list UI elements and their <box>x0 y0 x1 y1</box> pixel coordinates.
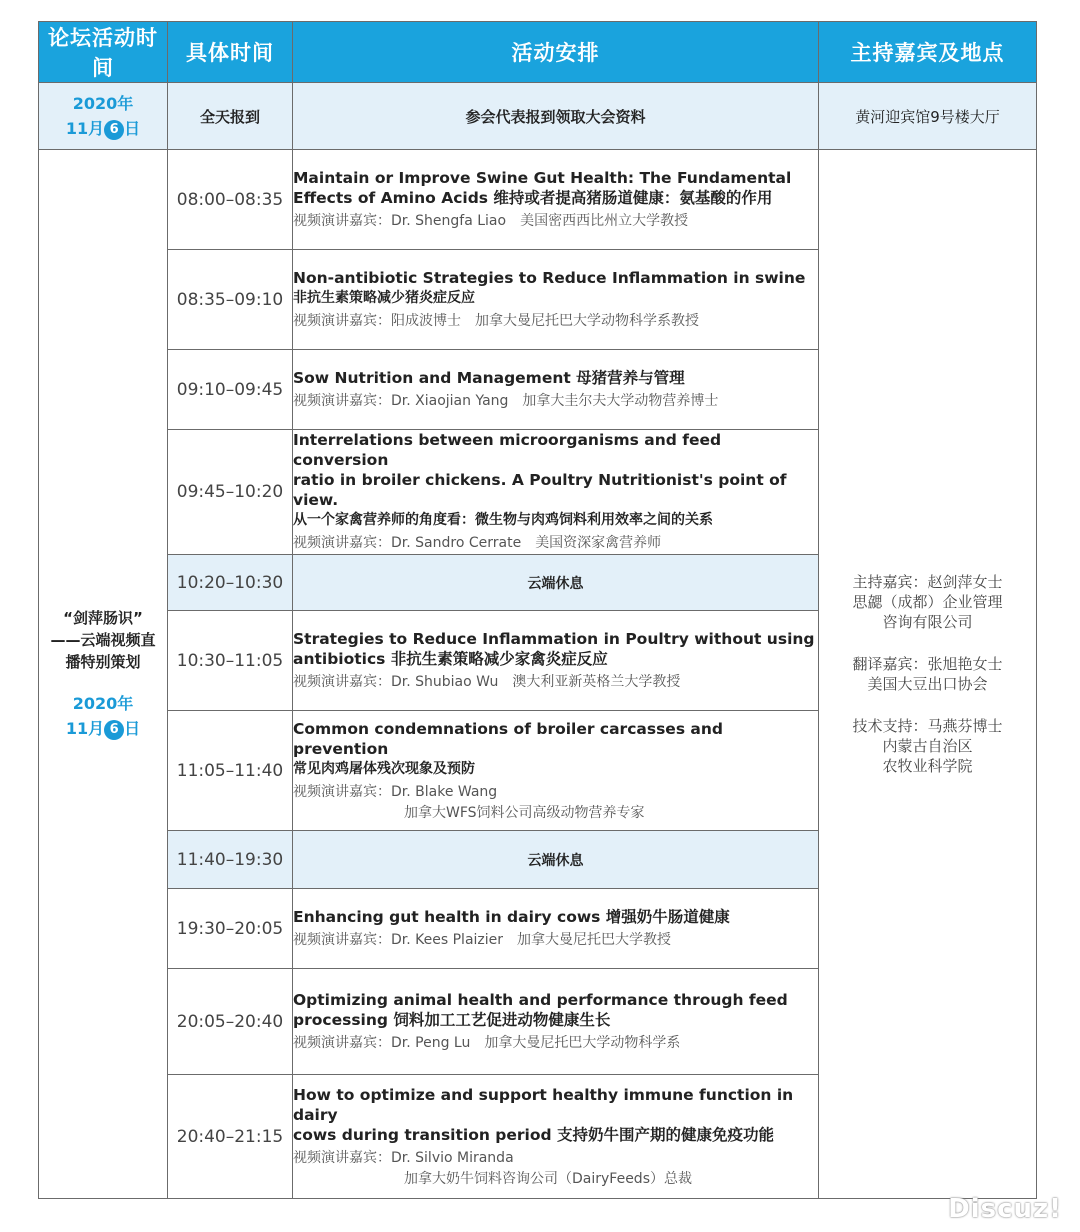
forum-date-day: 6 <box>104 720 124 740</box>
speaker-affiliation: 加拿大曼尼托巴大学教授 <box>517 931 672 948</box>
session-time: 09:10–09:45 <box>168 350 293 430</box>
speaker-affiliation: 美国资深家禽营养师 <box>535 535 662 551</box>
host-line7: 内蒙古自治区 <box>882 737 973 755</box>
speaker-label: 视频演讲嘉宾： <box>293 392 391 409</box>
session-speaker <box>293 1148 818 1169</box>
registration-activity: 参会代表报到领取大会资料 <box>293 83 819 150</box>
host-line1: 主持嘉宾：赵剑萍女士 <box>852 573 1003 591</box>
speaker-affiliation: 澳大利亚新英格兰大学教授 <box>512 673 681 690</box>
break-label: 云端休息 <box>293 555 819 611</box>
speaker-name: Dr. Shengfa Liao <box>391 212 507 229</box>
session-time: 10:30–11:05 <box>168 611 293 711</box>
session-time: 08:00–08:35 <box>168 150 293 250</box>
registration-row <box>39 83 1037 150</box>
speaker-label: 视频演讲嘉宾： <box>293 783 391 800</box>
session-activity <box>293 611 819 711</box>
schedule-table <box>38 21 1037 1199</box>
session-time: 08:35–09:10 <box>168 250 293 350</box>
forum-date-month: 11月 <box>65 719 105 738</box>
speaker-affiliation: 加拿大曼尼托巴大学动物科学系教授 <box>475 312 699 329</box>
speaker-name: Dr. Peng Lu <box>391 1034 471 1051</box>
session-title-line1: Strategies to Reduce Inflammation in Poultry without using <box>293 629 815 648</box>
session-speaker <box>293 533 818 554</box>
session-activity <box>293 150 819 250</box>
session-activity <box>293 430 819 555</box>
session-title-line1: Interrelations between microorganisms and feed conversion <box>293 431 722 469</box>
registration-date-year: 2020年 <box>72 94 134 113</box>
session-title-line2: 常见肉鸡屠体残次现象及预防 <box>293 760 475 777</box>
session-title-line2: Effects of Amino Acids 维持或者提高猪肠道健康：氨基酸的作用 <box>293 188 773 207</box>
session-speaker <box>293 311 818 332</box>
speaker-name: Dr. Sandro Cerrate <box>391 535 522 551</box>
registration-date <box>39 83 168 150</box>
session-title-line1: Non-antibiotic Strategies to Reduce Inflammation in swine <box>293 268 806 287</box>
session-speaker <box>293 1033 818 1054</box>
session-activity <box>293 250 819 350</box>
session-speaker <box>293 391 818 412</box>
speaker-affiliation: 加拿大曼尼托巴大学动物科学系 <box>484 1034 681 1051</box>
session-title-line1: How to optimize and support healthy immune function in dairy <box>293 1085 794 1124</box>
header-row <box>39 22 1037 83</box>
host-line8: 农牧业科学院 <box>882 757 973 775</box>
session-speaker <box>293 211 818 232</box>
break-time: 10:20–10:30 <box>168 555 293 611</box>
session-title-line1: Enhancing gut health in dairy cows 增强奶牛肠道健康 <box>293 907 730 926</box>
session-title-line2: 非抗生素策略减少猪炎症反应 <box>293 289 475 306</box>
session-title-line1: Maintain or Improve Swine Gut Health: The Fundamental <box>293 168 792 187</box>
speaker-label: 视频演讲嘉宾： <box>293 931 391 948</box>
speaker-label: 视频演讲嘉宾： <box>293 535 391 551</box>
session-time: 20:05–20:40 <box>168 969 293 1075</box>
registration-location: 黄河迎宾馆9号楼大厅 <box>819 83 1037 150</box>
forum-date-year: 2020年 <box>72 694 134 713</box>
speaker-label: 视频演讲嘉宾： <box>293 673 391 690</box>
session-title-line2: processing 饲料加工工艺促进动物健康生长 <box>293 1010 611 1029</box>
session-activity <box>293 350 819 430</box>
header-activity: 活动安排 <box>293 22 819 83</box>
speaker-name: Dr. Silvio Miranda <box>391 1149 514 1166</box>
session-title-line1: Sow Nutrition and Management 母猪营养与管理 <box>293 368 685 387</box>
session-row <box>39 150 1037 250</box>
host-line3: 咨询有限公司 <box>882 613 973 631</box>
speaker-name: Dr. Shubiao Wu <box>391 673 499 690</box>
speaker-name: Dr. Blake Wang <box>391 783 498 800</box>
break-label: 云端休息 <box>293 831 819 889</box>
speaker-name: 阳成波博士 <box>391 312 461 329</box>
speaker-affiliation: 加拿大WFS饲料公司高级动物营养专家 <box>404 804 645 821</box>
session-title-line1: Common condemnations of broiler carcasses and prevention <box>293 719 724 758</box>
host-line6: 技术支持：马燕芬博士 <box>852 717 1003 735</box>
forum-date-suffix: 日 <box>124 719 141 738</box>
registration-date-suffix: 日 <box>124 119 141 138</box>
session-activity <box>293 1075 819 1199</box>
session-activity <box>293 969 819 1075</box>
host-line2: 思勰（成都）企业管理 <box>852 593 1003 611</box>
session-title-line1: Optimizing animal health and performance through feed <box>293 990 788 1009</box>
host-line5: 美国大豆出口协会 <box>867 675 988 693</box>
speaker-affiliation: 美国密西西比州立大学教授 <box>520 212 689 229</box>
session-speaker <box>293 672 818 693</box>
host-cell <box>819 150 1037 1199</box>
session-title-line3: 从一个家禽营养师的角度看：微生物与肉鸡饲料利用效率之间的关系 <box>293 512 713 528</box>
registration-date-day: 6 <box>104 120 124 140</box>
watermark: Discuz! <box>948 1194 1062 1224</box>
session-time: 09:45–10:20 <box>168 430 293 555</box>
forum-title-line1: “剑萍肠识” <box>63 609 143 627</box>
speaker-label: 视频演讲嘉宾： <box>293 312 391 329</box>
forum-cell <box>39 150 168 1199</box>
session-title-line2: antibiotics 非抗生素策略减少家禽炎症反应 <box>293 649 608 668</box>
session-time: 11:05–11:40 <box>168 711 293 831</box>
registration-date-month: 11月 <box>65 119 105 138</box>
speaker-label: 视频演讲嘉宾： <box>293 212 391 229</box>
session-time: 19:30–20:05 <box>168 889 293 969</box>
session-time: 20:40–21:15 <box>168 1075 293 1199</box>
header-specific-time: 具体时间 <box>168 22 293 83</box>
speaker-name: Dr. Xiaojian Yang <box>391 392 509 409</box>
header-forum-time: 论坛活动时间 <box>39 22 168 83</box>
session-speaker <box>293 930 818 951</box>
speaker-label: 视频演讲嘉宾： <box>293 1034 391 1051</box>
speaker-affiliation: 加拿大圭尔夫大学动物营养博士 <box>522 392 719 409</box>
session-activity <box>293 711 819 831</box>
session-activity <box>293 889 819 969</box>
session-speaker <box>293 782 818 803</box>
forum-title-line2: ——云端视频直 <box>50 631 156 649</box>
header-host-location: 主持嘉宾及地点 <box>819 22 1037 83</box>
session-title-line2: ratio in broiler chickens. A Poultry Nutritionist's point of view. <box>293 471 787 509</box>
registration-time: 全天报到 <box>168 83 293 150</box>
host-line4: 翻译嘉宾：张旭艳女士 <box>852 655 1003 673</box>
forum-title-line3: 播特别策划 <box>65 653 141 671</box>
speaker-label: 视频演讲嘉宾： <box>293 1149 391 1166</box>
speaker-affiliation: 加拿大奶牛饲料咨询公司（DairyFeeds）总裁 <box>404 1170 692 1187</box>
session-title-line2: cows during transition period 支持奶牛围产期的健康免疫功能 <box>293 1125 774 1144</box>
speaker-name: Dr. Kees Plaizier <box>391 931 504 948</box>
break-time: 11:40–19:30 <box>168 831 293 889</box>
